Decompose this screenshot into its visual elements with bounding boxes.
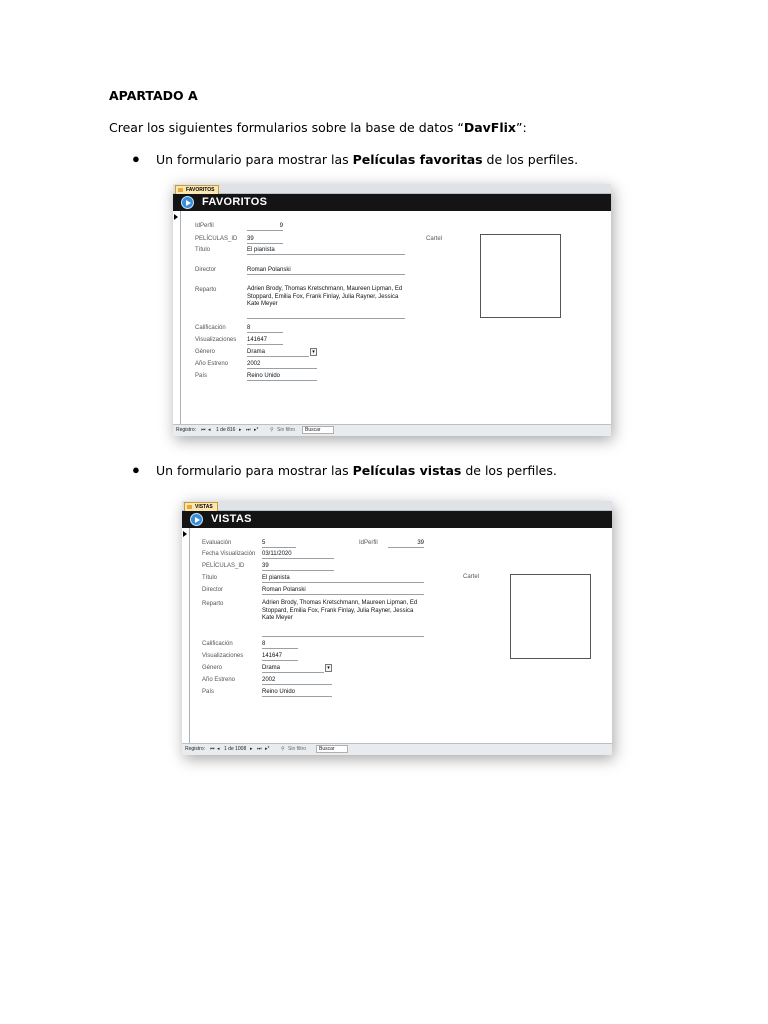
filter-icon: ⚲	[281, 746, 285, 752]
field-titulo[interactable]: El pianista	[247, 246, 405, 255]
bullet-vistas: Un formulario para mostrar las Películas vistas de los perfiles.	[156, 463, 557, 478]
label-pais: País	[202, 689, 215, 695]
label-peliculas-id: PELÍCULAS_ID	[202, 563, 245, 569]
field-genero[interactable]: Drama	[262, 664, 324, 673]
reparto-underline	[247, 318, 405, 319]
field-peliculas-id[interactable]: 39	[247, 235, 283, 244]
filter-status[interactable]: Sin filtro	[277, 427, 296, 433]
field-reparto[interactable]: Adrien Brody, Thomas Kretschmann, Maureen Lipman, Ed Stoppard, Emilia Fox, Frank Finlay, Julia Rayner, Jessica Kate Meyer	[247, 286, 403, 307]
tab-strip	[173, 184, 611, 194]
label-anio: Año Estreno	[202, 677, 236, 683]
form-title: FAVORITOS	[202, 196, 268, 208]
genero-dropdown-icon[interactable]: ▾	[310, 348, 317, 356]
record-selector[interactable]	[173, 211, 181, 424]
field-reparto[interactable]: Adrien Brody, Thomas Kretschmann, Maureen Lipman, Ed Stoppard, Emilia Fox, Frank Finlay, Julia Rayner, Jessica Kate Meyer	[262, 600, 418, 621]
record-navigation-bar	[182, 743, 612, 755]
field-idperfil[interactable]: 39	[388, 539, 424, 548]
field-visualizaciones[interactable]: 141647	[262, 652, 298, 661]
label-reparto: Reparto	[202, 601, 224, 607]
section-heading: APARTADO A	[109, 88, 198, 103]
next-record-icon[interactable]: ▸	[239, 427, 242, 433]
record-selector[interactable]	[182, 528, 190, 743]
label-idperfil: IdPerfil	[195, 223, 214, 229]
field-pais[interactable]: Reino Unido	[247, 372, 317, 381]
label-peliculas-id: PELÍCULAS_ID	[195, 236, 238, 242]
bullet-favoritos: Un formulario para mostrar las Películas favoritas de los perfiles.	[156, 152, 579, 167]
form-header	[173, 194, 611, 211]
nav-registro-label: Registro:	[176, 427, 197, 433]
label-director: Director	[195, 267, 217, 273]
nav-registro-label: Registro:	[185, 746, 206, 752]
label-cartel: Cartel	[426, 236, 443, 242]
field-evaluacion[interactable]: 5	[262, 539, 296, 548]
new-record-icon[interactable]: ▸*	[254, 427, 259, 433]
field-anio[interactable]: 2002	[247, 360, 317, 369]
label-director: Director	[202, 587, 224, 593]
field-genero[interactable]: Drama	[247, 348, 309, 357]
record-counter[interactable]: 1 de 1008	[224, 746, 247, 752]
form-header	[182, 511, 612, 528]
tab-strip	[182, 501, 612, 511]
first-record-icon[interactable]: ⏮	[201, 427, 206, 433]
label-visualizaciones: Visualizaciones	[195, 337, 237, 343]
prev-record-icon[interactable]: ◂	[217, 746, 220, 752]
label-reparto: Reparto	[195, 287, 217, 293]
label-calificacion: Calificación	[202, 641, 233, 647]
label-evaluacion: Evaluación	[202, 540, 232, 546]
prev-record-icon[interactable]: ◂	[208, 427, 211, 433]
filter-icon: ⚲	[270, 427, 274, 433]
field-calificacion[interactable]: 8	[262, 640, 298, 649]
field-titulo[interactable]: El pianista	[262, 574, 424, 583]
first-record-icon[interactable]: ⏮	[210, 746, 215, 752]
field-director[interactable]: Roman Polanski	[247, 266, 405, 275]
field-calificacion[interactable]: 8	[247, 324, 283, 333]
record-counter[interactable]: 1 de 816	[216, 427, 236, 433]
label-cartel: Cartel	[463, 574, 480, 580]
last-record-icon[interactable]: ⏭	[246, 427, 251, 433]
cartel-image	[480, 234, 561, 318]
cartel-image	[510, 574, 591, 659]
field-visualizaciones[interactable]: 141647	[247, 336, 283, 345]
search-placeholder: Buscar	[319, 746, 335, 752]
tab-favoritos[interactable]: FAVORITOS	[175, 185, 219, 194]
field-fecha-visualizacion[interactable]: 03/11/2020	[262, 550, 334, 559]
field-pais[interactable]: Reino Unido	[262, 688, 332, 697]
bullet-icon: ●	[132, 462, 140, 477]
form-title: VISTAS	[211, 513, 252, 525]
favoritos-form	[173, 184, 611, 436]
field-director[interactable]: Roman Polanski	[262, 586, 424, 595]
filter-status[interactable]: Sin filtro	[288, 746, 307, 752]
reparto-underline	[262, 636, 424, 637]
next-record-icon[interactable]: ▸	[250, 746, 253, 752]
label-visualizaciones: Visualizaciones	[202, 653, 244, 659]
play-logo-icon	[181, 196, 194, 209]
field-idperfil[interactable]: 9	[247, 222, 283, 231]
field-peliculas-id[interactable]: 39	[262, 562, 334, 571]
label-idperfil: IdPerfil	[359, 540, 378, 546]
genero-dropdown-icon[interactable]: ▾	[325, 664, 332, 672]
label-titulo: Título	[202, 575, 218, 581]
label-genero: Género	[202, 665, 223, 671]
field-anio[interactable]: 2002	[262, 676, 332, 685]
label-calificacion: Calificación	[195, 325, 226, 331]
label-titulo: Título	[195, 247, 211, 253]
last-record-icon[interactable]: ⏭	[257, 746, 262, 752]
label-fecha-visualizacion: Fecha Visualización	[202, 551, 256, 557]
intro-paragraph: Crear los siguientes formularios sobre la base de datos “DavFlix”:	[109, 120, 527, 135]
vistas-form	[182, 501, 612, 755]
label-anio: Año Estreno	[195, 361, 229, 367]
label-pais: País	[195, 373, 208, 379]
search-placeholder: Buscar	[305, 427, 321, 433]
play-logo-icon	[190, 513, 203, 526]
bullet-icon: ●	[132, 151, 140, 166]
new-record-icon[interactable]: ▸*	[265, 746, 270, 752]
tab-vistas[interactable]: VISTAS	[184, 502, 218, 511]
label-genero: Género	[195, 349, 216, 355]
record-navigation-bar	[173, 424, 611, 436]
